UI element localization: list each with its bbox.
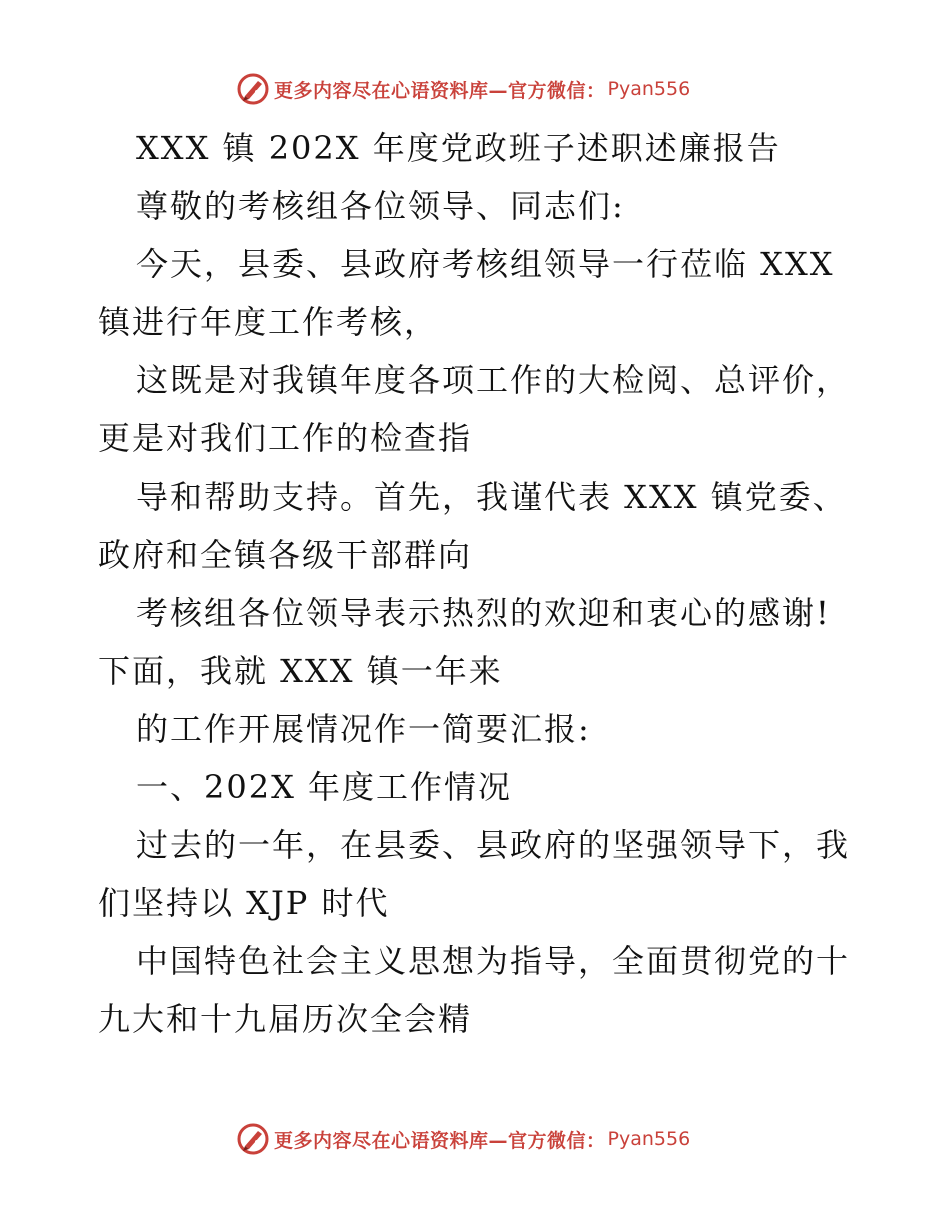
pen-logo-icon xyxy=(236,1122,270,1156)
text-line: 九大和十九届历次全会精 xyxy=(98,1000,473,1038)
watermark-text: 更多内容尽在心语资料库—官方微信： xyxy=(274,79,606,102)
text-line: 中国特色社会主义思想为指导，全面贯彻党的十 xyxy=(136,942,851,980)
text-line: 镇进行年度工作考核， xyxy=(98,303,439,341)
text-line: 这既是对我镇年度各项工作的大检阅、总评价， xyxy=(136,361,851,399)
salutation: 尊敬的考核组各位领导、同志们: xyxy=(136,187,625,225)
section-heading: 一、202X 年度工作情况 xyxy=(136,768,513,806)
text-line: 更是对我们工作的检查指 xyxy=(98,419,473,457)
document-title: XXX 镇 202X 年度党政班子述职述廉报告 xyxy=(136,129,781,167)
text-line: 今天，县委、县政府考核组领导一行莅临 XXX xyxy=(136,245,835,283)
footer-watermark xyxy=(236,1122,690,1156)
watermark-id: Pyan556 xyxy=(607,1128,691,1150)
pen-logo-icon xyxy=(236,72,270,106)
text-line: 政府和全镇各级干部群向 xyxy=(98,536,473,574)
text-line: 下面，我就 XXX 镇一年来 xyxy=(98,652,503,690)
text-line: 们坚持以 XJP 时代 xyxy=(98,884,390,922)
text-line: 导和帮助支持。首先，我谨代表 XXX 镇党委、 xyxy=(136,478,847,516)
text-line: 过去的一年，在县委、县政府的坚强领导下，我 xyxy=(136,826,851,864)
text-line: 考核组各位领导表示热烈的欢迎和衷心的感谢! xyxy=(136,594,831,632)
text-line: 的工作开展情况作一简要汇报: xyxy=(136,710,591,748)
header-watermark xyxy=(236,72,690,106)
watermark-text: 更多内容尽在心语资料库—官方微信： xyxy=(274,1129,606,1152)
watermark-id: Pyan556 xyxy=(607,78,691,100)
